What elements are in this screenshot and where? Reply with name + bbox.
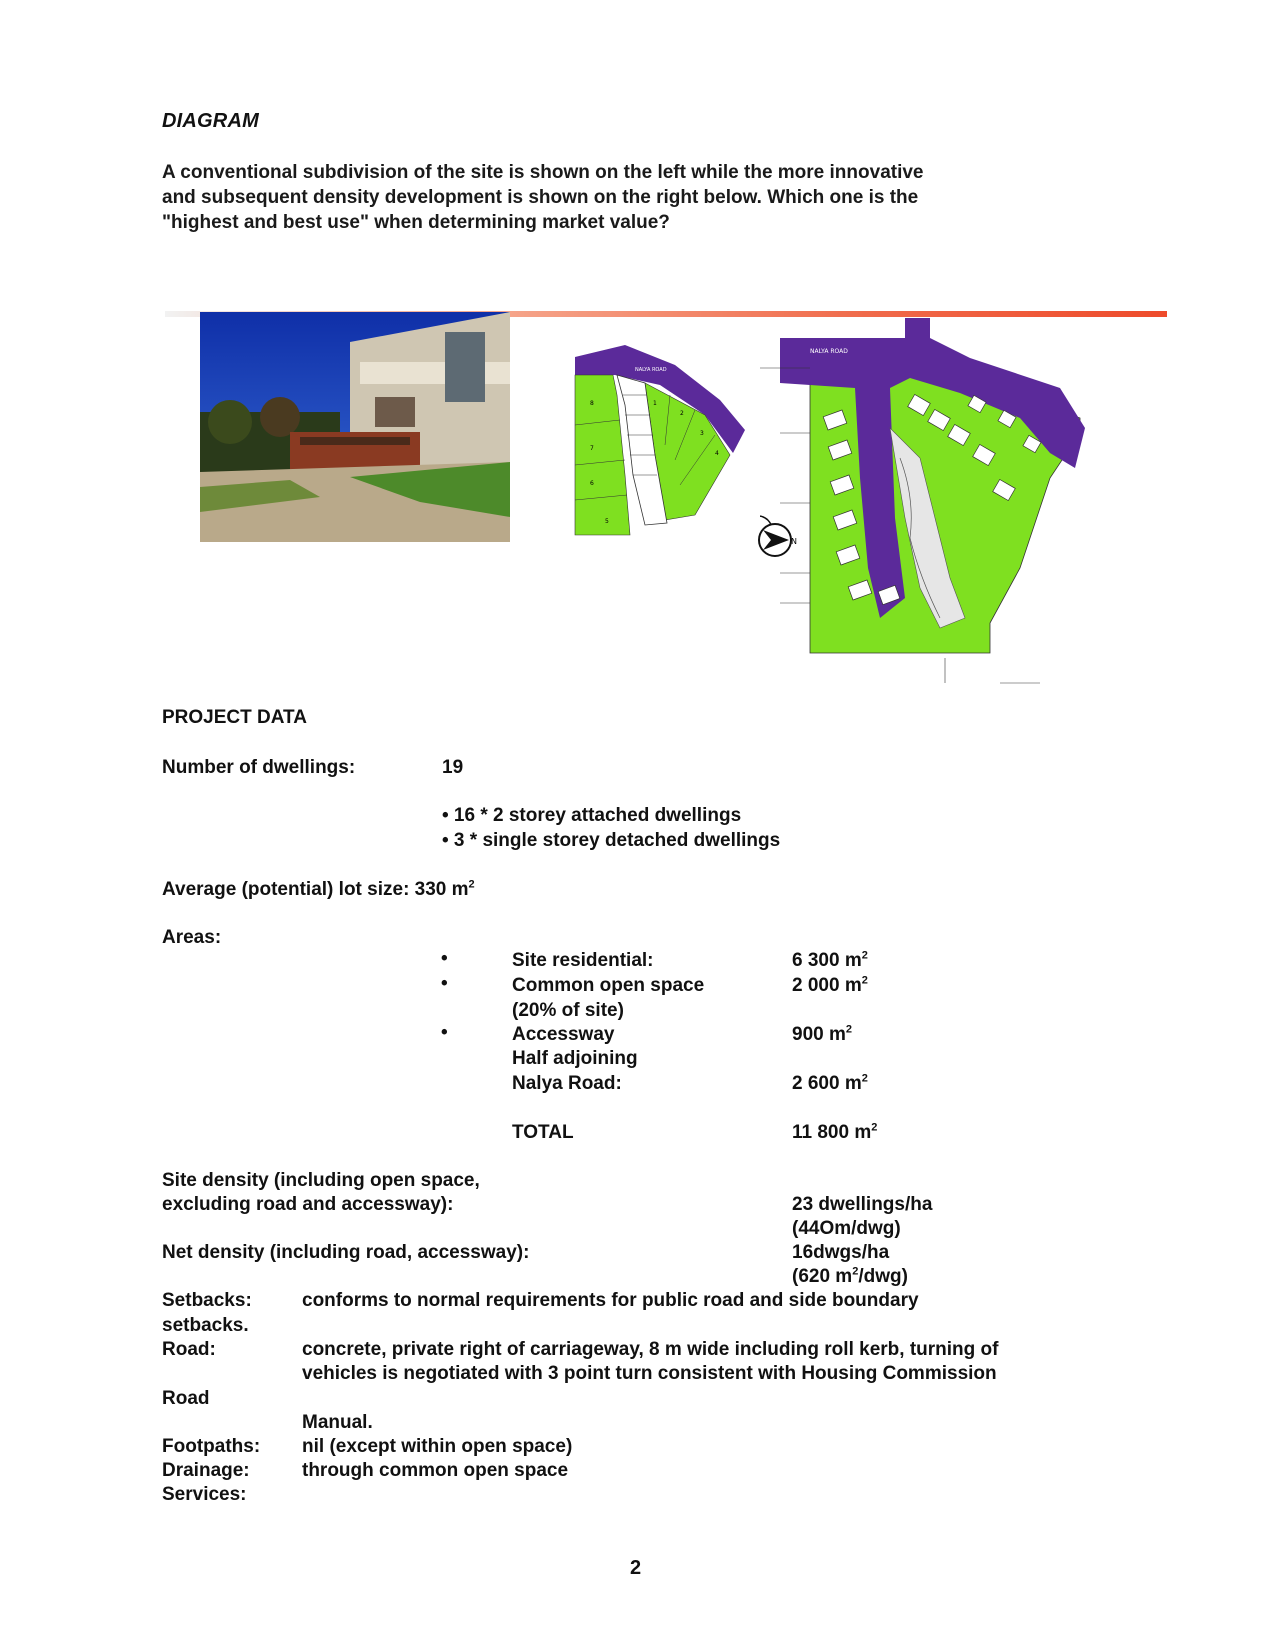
services-label: Services: — [162, 1484, 247, 1505]
setbacks-label: Setbacks: — [162, 1290, 252, 1311]
value-text: 11 800 m — [792, 1122, 872, 1143]
footpaths-value: nil (except within open space) — [302, 1436, 573, 1457]
bullet: • — [441, 1022, 448, 1043]
project-data-title: PROJECT DATA — [162, 707, 307, 728]
accessway-label: Accessway — [512, 1024, 615, 1045]
areas-label: Areas: — [162, 927, 222, 948]
site-density-label: Site density (including open space, — [162, 1170, 480, 1191]
net-density-label: Net density (including road, accessway): — [162, 1242, 530, 1263]
value-sup: 2 — [861, 1072, 868, 1085]
site-residential-label: Site residential: — [512, 950, 654, 971]
lot-label: 4 — [715, 450, 719, 457]
road-label-left: NALYA ROAD — [635, 367, 667, 373]
accessway-value — [792, 1022, 852, 1047]
conventional-subdivision-plan — [545, 335, 750, 545]
value-sup: 2 — [861, 949, 868, 962]
value-sup: 2 — [852, 1265, 859, 1278]
setbacks-continued: setbacks. — [162, 1315, 249, 1336]
total-label: TOTAL — [512, 1122, 574, 1143]
intro-line-3: "highest and best use" when determining market value? — [162, 212, 670, 233]
page-number: 2 — [630, 1557, 642, 1579]
common-open-space-label-2: (20% of site) — [512, 1000, 624, 1021]
site-residential-value — [792, 948, 868, 973]
house-photo — [200, 312, 510, 542]
road-value-3: Manual. — [302, 1412, 373, 1433]
road-value: concrete, private right of carriageway, 8 m wide including roll kerb, turning of — [302, 1339, 999, 1360]
value-text: 2 600 m — [792, 1073, 862, 1094]
intro-line-2: and subsequent density development is shown on the right below. Which one is the — [162, 187, 919, 208]
road-label-right: NALYA ROAD — [810, 348, 848, 355]
lot-size-text: Average (potential) lot size: 330 m — [162, 879, 469, 900]
nalya-road-label: Nalya Road: — [512, 1073, 622, 1094]
value-text: 6 300 m — [792, 950, 862, 971]
nalya-road-value — [792, 1071, 868, 1096]
lot-size-sup: 2 — [468, 878, 475, 891]
north-arrow-icon — [755, 518, 805, 562]
setbacks-value: conforms to normal requirements for public road and side boundary — [302, 1290, 919, 1311]
lot-label: 6 — [590, 480, 594, 487]
lot-label: 5 — [605, 518, 609, 525]
intro-paragraph — [162, 160, 1162, 235]
drainage-label: Drainage: — [162, 1460, 250, 1481]
drainage-value: through common open space — [302, 1460, 569, 1481]
site-density-label-2: excluding road and accessway): — [162, 1194, 454, 1215]
dwelling-type-item: • 3 * single storey detached dwellings — [442, 830, 781, 851]
page-heading: DIAGRAM — [162, 110, 259, 132]
intro-line-1: A conventional subdivision of the site is shown on the left while the more innovative — [162, 162, 924, 183]
common-open-space-value — [792, 973, 868, 998]
net-density-value: 16dwgs/ha — [792, 1242, 890, 1263]
bullet: • — [441, 973, 448, 994]
value-sup: 2 — [871, 1121, 878, 1134]
lot-label: 8 — [590, 400, 594, 407]
net-density-value-2 — [792, 1264, 908, 1289]
value-sup: 2 — [861, 974, 868, 987]
road-label: Road: — [162, 1339, 216, 1360]
footpaths-label: Footpaths: — [162, 1436, 261, 1457]
road-value-2: vehicles is negotiated with 3 point turn consistent with Housing Commission — [302, 1363, 997, 1384]
lot-label: 2 — [680, 410, 684, 417]
site-density-value-2: (44Om/dwg) — [792, 1218, 901, 1239]
half-adjoining-label: Half adjoining — [512, 1048, 638, 1069]
value-text: (620 m — [792, 1266, 853, 1287]
value-sup: 2 — [845, 1023, 852, 1036]
road-label-2: Road — [162, 1388, 210, 1409]
bullet: • — [441, 948, 448, 969]
dwelling-type-item: • 16 * 2 storey attached dwellings — [442, 805, 742, 826]
density-development-plan — [760, 318, 1130, 718]
value-text: 2 000 m — [792, 975, 862, 996]
lot-label: 7 — [590, 445, 594, 452]
lot-size — [162, 877, 475, 902]
dwellings-value: 19 — [442, 757, 464, 778]
north-label: N — [791, 537, 797, 546]
common-open-space-label: Common open space — [512, 975, 705, 996]
site-density-value: 23 dwellings/ha — [792, 1194, 933, 1215]
total-value — [792, 1120, 877, 1145]
value-text: 900 m — [792, 1024, 846, 1045]
lot-label: 3 — [700, 430, 704, 437]
value-text: /dwg) — [858, 1266, 908, 1287]
lot-label: 1 — [653, 400, 657, 407]
dwellings-label: Number of dwellings: — [162, 757, 356, 778]
